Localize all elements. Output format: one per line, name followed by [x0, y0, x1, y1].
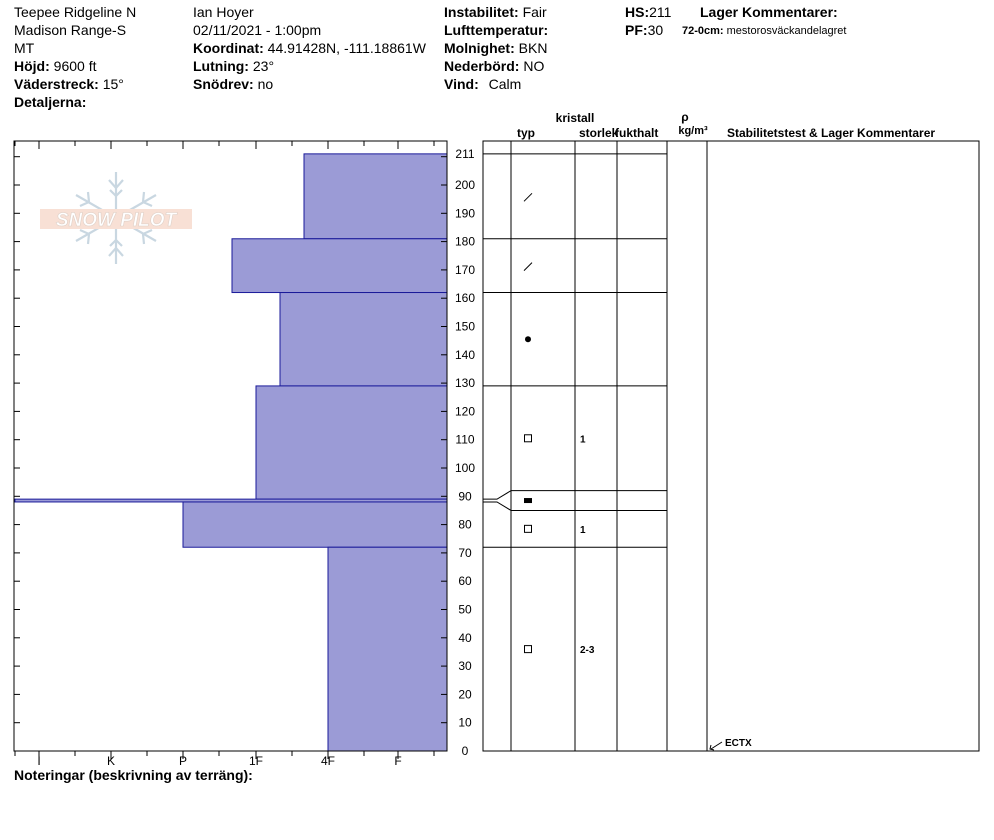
height-tick-label: 150	[454, 319, 476, 334]
range-name: Madison Range-S	[14, 22, 127, 38]
wind-value: Calm	[488, 76, 522, 92]
hs-label: HS:	[625, 4, 650, 20]
location-name: Teepee Ridgeline N	[14, 4, 137, 20]
faceted-crystal-icon	[525, 435, 532, 442]
hs-value: 211	[649, 4, 672, 20]
drift-value: no	[257, 76, 274, 92]
height-tick-label: 140	[454, 347, 476, 362]
hardness-tick-label: I	[37, 754, 41, 768]
hardness-bar	[328, 547, 447, 751]
snowpilot-logo	[40, 172, 192, 264]
aspect-label: Väderstreck:	[14, 76, 99, 92]
hardness-bar	[232, 239, 447, 293]
hardness-bar	[304, 154, 447, 239]
hardness-tick-label: P	[178, 754, 188, 768]
faceted-crystal-icon	[525, 525, 532, 532]
height-tick-label: 211	[455, 146, 475, 161]
height-tick-label: 40	[458, 630, 472, 645]
hardness-tick-label: 1F	[248, 754, 264, 768]
hardness-tick-label: K	[106, 754, 116, 768]
instability-label: Instabilitet:	[444, 4, 519, 20]
layer-comment-text: mestorosväckandelagret	[726, 25, 847, 37]
height-tick-label: 50	[458, 602, 472, 617]
col-density-unit: kg/m³	[678, 125, 708, 137]
col-group-crystal: kristall	[555, 111, 595, 125]
height-tick-label: 10	[458, 715, 472, 730]
height-tick-label: 110	[455, 432, 475, 447]
sky-label: Molnighet:	[444, 40, 515, 56]
height-tick-label: 130	[454, 376, 476, 391]
slope-value: 23°	[252, 58, 275, 74]
crystal-size-label: 2-3	[580, 645, 595, 657]
height-tick-label: 160	[454, 291, 476, 306]
height-tick-label: 180	[454, 234, 476, 249]
slope-label: Lutning:	[193, 58, 249, 74]
details-label: Detaljerna:	[14, 94, 87, 110]
coordinate-value: 44.91428N, -111.18861W	[267, 40, 426, 56]
height-axis	[455, 147, 475, 758]
notes-label: Noteringar (beskrivning av terräng):	[14, 767, 253, 783]
height-tick-label: 80	[458, 517, 472, 532]
state-name: MT	[14, 40, 35, 56]
stability-test-label: ECTX	[725, 738, 752, 749]
coordinate-label: Koordinat:	[193, 40, 264, 56]
hardness-bar	[280, 293, 447, 386]
elevation-value: 9600 ft	[53, 58, 97, 74]
aspect-value: 15°	[102, 76, 124, 92]
height-tick-label: 190	[454, 206, 476, 221]
observation-datetime: 02/11/2021 - 1:00pm	[193, 22, 322, 38]
col-type: typ	[517, 126, 535, 140]
crystal-size-label: 1	[580, 434, 586, 446]
wind-label: Vind:	[444, 76, 479, 92]
snowpilot-logo-text: SNOW PILOT	[55, 210, 177, 231]
hardness-profile	[15, 154, 447, 751]
drift-label: Snödrev:	[193, 76, 254, 92]
hardness-tick-label: F	[394, 754, 402, 768]
height-tick-label: 200	[454, 178, 476, 192]
precip-label: Nederbörd:	[444, 58, 520, 74]
col-size: storlek	[579, 126, 619, 140]
hardness-bar	[183, 502, 447, 547]
faceted-crystal-icon	[525, 646, 532, 653]
airtemp-label: Lufttemperatur:	[444, 22, 549, 38]
height-tick-label: 60	[458, 574, 472, 589]
hardness-tick-label: 4F	[320, 754, 336, 768]
col-moisture: fukthalt	[615, 126, 659, 140]
height-tick-label: 0	[461, 744, 469, 758]
layer-table-frame	[483, 141, 979, 751]
pf-value: 30	[647, 22, 664, 38]
stability-test-pointer	[711, 742, 722, 749]
height-tick-label: 100	[454, 461, 476, 475]
col-comments: Stabilitetstest & Lager Kommentarer	[727, 126, 936, 140]
crystal-size-label: 1	[580, 524, 586, 536]
height-tick-label: 70	[458, 545, 472, 560]
sky-value: BKN	[518, 40, 548, 56]
ice-crust-icon	[524, 498, 532, 503]
layer-connector	[483, 491, 511, 499]
layer-connector	[483, 502, 511, 510]
col-density-symbol: ρ	[681, 110, 689, 124]
layer-comments-label: Lager Kommentarer:	[700, 4, 838, 20]
rounded-grain-icon	[525, 336, 531, 342]
observer-name: Ian Hoyer	[193, 4, 254, 20]
layer-comment-depth: 72-0cm:	[682, 25, 724, 37]
layer-table	[483, 141, 979, 751]
precip-value: NO	[523, 58, 545, 74]
height-tick-label: 120	[454, 404, 476, 419]
instability-value: Fair	[522, 4, 547, 20]
precipitation-particle-icon	[524, 263, 532, 271]
height-tick-label: 90	[458, 489, 472, 504]
hardness-bar	[256, 386, 447, 499]
pf-label: PF:	[625, 22, 648, 38]
elevation-label: Höjd:	[14, 58, 50, 74]
height-tick-label: 170	[454, 262, 476, 277]
precipitation-particle-icon	[524, 193, 532, 201]
height-tick-label: 20	[458, 687, 472, 702]
height-tick-label: 30	[458, 659, 472, 674]
